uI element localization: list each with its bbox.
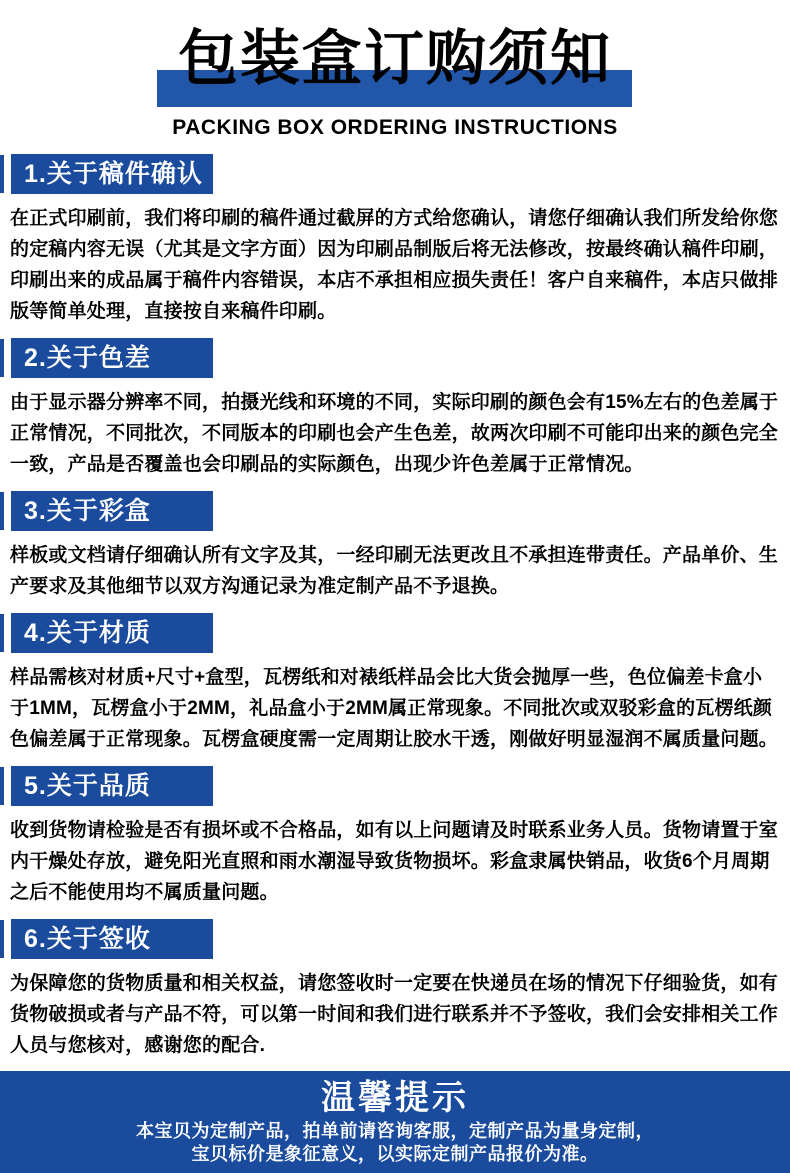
section-edge-bar [0,767,4,805]
section-edge-bar [0,155,4,193]
footer-warm-tips [0,1071,790,1173]
section-heading-badge: 1.关于稿件确认 [11,154,213,194]
section-heading-badge: 3.关于彩盒 [11,491,213,531]
section-heading-row [0,154,790,194]
section-body-text: 在正式印刷前，我们将印刷的稿件通过截屏的方式给您确认，请您仔细确认我们所发给你您的定稿内容无误（尤其是文字方面）因为印刷品制版后将无法修改，按最终确认稿件印刷，印刷出来的成品属于稿件内容错误，本店不承担相应损失责任！客户自来稿件，本店只做排版等简单处理，直接按自来稿件印刷。 [10,208,779,322]
section-heading-badge: 5.关于品质 [11,766,213,806]
section-body-text: 为保障您的货物质量和相关权益，请您签收时一定要在快递员在场的情况下仔细验货，如有货物破损或者与产品不符，可以第一时间和我们进行联系并不予签收，我们会安排相关工作人员与您核对，感谢您的配合. [10,973,779,1056]
section-body-text: 样板或文档请仔细确认所有文字及其，一经印刷无法更改且不承担连带责任。产品单价、生产要求及其他细节以双方沟通记录为准定制产品不予退换。 [10,545,779,597]
section-heading-row [0,766,790,806]
section-manuscript-confirmation [10,154,780,327]
section-heading-badge: 6.关于签收 [11,919,213,959]
page-subtitle: PACKING BOX ORDERING INSTRUCTIONS [172,116,618,139]
footer-note-line-1: 本宝贝为定制产品，拍单前请咨询客服，定制产品为量身定制， [136,1121,654,1141]
section-color-difference [10,338,780,480]
title-block [0,0,790,110]
section-edge-bar [0,614,4,652]
section-body-text: 由于显示器分辨率不同，拍摄光线和环境的不同，实际印刷的颜色会有15%左右的色差属于正常情况，不同批次，不同版本的印刷也会产生色差，故两次印刷不可能印出来的颜色完全一致，产品是否覆盖也会印刷品的实际颜色，出现少许色差属于正常情况。 [10,392,779,475]
page-title: 包装盒订购须知 [178,25,612,92]
section-heading-row [0,613,790,653]
section-edge-bar [0,920,4,958]
section-heading-row [0,919,790,959]
sections-list [0,154,790,1061]
section-edge-bar [0,339,4,377]
section-body-text: 收到货物请检验是否有损坏或不合格品，如有以上问题请及时联系业务人员。货物请置于室内干燥处存放，避免阳光直照和雨水潮湿导致货物损坏。彩盒隶属快销品，收货6个月周期之后不能使用均不属质量问题。 [10,820,779,903]
page-header [0,0,790,140]
section-sign-for-receipt [10,919,780,1061]
section-edge-bar [0,492,4,530]
section-heading-row [0,491,790,531]
section-color-box [10,491,780,602]
section-heading-badge: 2.关于色差 [11,338,213,378]
section-body-text: 样品需核对材质+尺寸+盒型，瓦楞纸和对裱纸样品会比大货会抛厚一些，色位偏差卡盒小于1MM，瓦楞盒小于2MM，礼品盒小于2MM属正常现象。不同批次或双驳彩盒的瓦楞纸颜色偏差属于正常现象。瓦楞盒硬度需一定周期让胶水干透，刚做好明显湿润不属质量问题。 [10,667,779,750]
footer-note-line-2: 宝贝标价是象征意义，以实际定制产品报价为准。 [191,1144,599,1164]
footer-note [0,1120,790,1166]
section-heading-badge: 4.关于材质 [11,613,213,653]
section-quality [10,766,780,908]
section-material [10,613,780,755]
footer-title: 温馨提示 [321,1079,469,1117]
section-heading-row [0,338,790,378]
